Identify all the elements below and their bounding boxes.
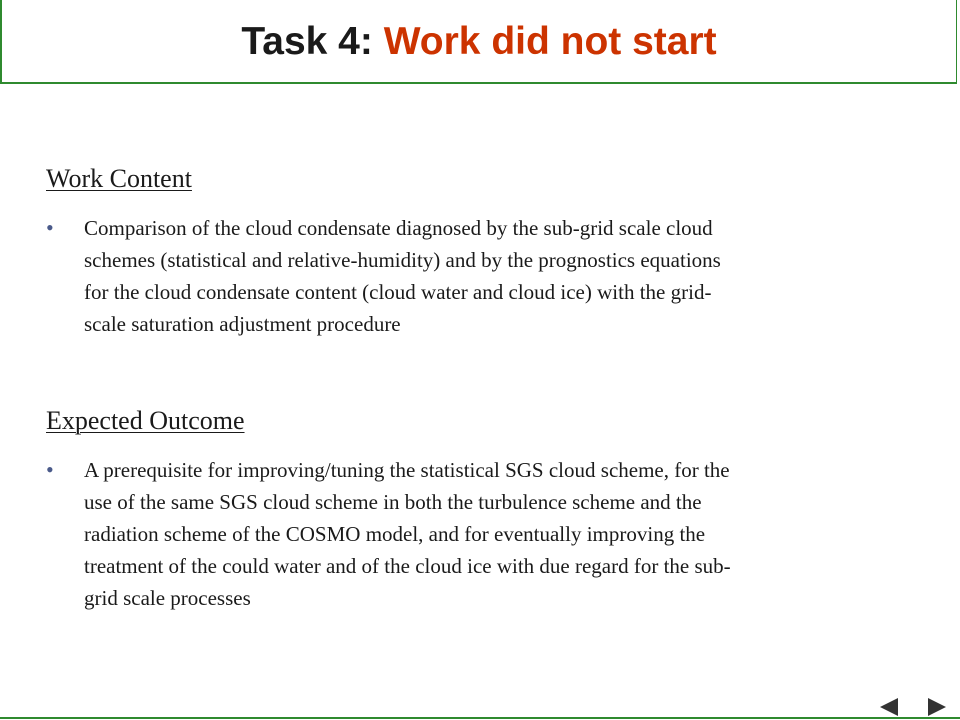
bullet-item-expected-outcome bbox=[46, 454, 916, 616]
previous-slide-button[interactable] bbox=[878, 697, 900, 717]
section-heading-work-content: Work Content bbox=[46, 164, 192, 193]
bullet-line: scale saturation adjustment procedure bbox=[84, 312, 401, 336]
bullet-line: radiation scheme of the COSMO model, and for eventually improving the bbox=[84, 522, 706, 546]
bullet-line: treatment of the could water and of the cloud ice with due regard for the sub- bbox=[84, 554, 731, 578]
title-status: Work did not start bbox=[383, 20, 717, 63]
title-prefix: Task 4: bbox=[241, 20, 384, 63]
bullet-line: Comparison of the cloud condensate diagnosed by the sub-grid scale cloud bbox=[84, 216, 713, 240]
bullet-line: A prerequisite for improving/tuning the statistical SGS cloud scheme, for the bbox=[84, 458, 730, 482]
bullet-line: use of the same SGS cloud scheme in both the turbulence scheme and the bbox=[84, 490, 702, 514]
triangle-left-icon bbox=[878, 697, 900, 717]
bullet-line: schemes (statistical and relative-humidity) and by the prognostics equations bbox=[84, 248, 721, 272]
triangle-right-icon bbox=[926, 697, 948, 717]
bullet-item-work-content bbox=[46, 212, 916, 342]
bullet-text-work-content bbox=[84, 212, 910, 340]
bullet-marker: • bbox=[46, 457, 54, 482]
slide-title bbox=[2, 18, 956, 66]
bottom-divider bbox=[0, 717, 960, 719]
bullet-text-expected-outcome bbox=[84, 454, 910, 614]
bullet-line: grid scale processes bbox=[84, 586, 251, 610]
bullet-line: for the cloud condensate content (cloud water and cloud ice) with the grid- bbox=[84, 280, 712, 304]
next-slide-button[interactable] bbox=[926, 697, 948, 717]
section-heading-expected-outcome: Expected Outcome bbox=[46, 406, 245, 435]
bullet-marker: • bbox=[46, 215, 54, 240]
title-frame bbox=[0, 0, 957, 84]
